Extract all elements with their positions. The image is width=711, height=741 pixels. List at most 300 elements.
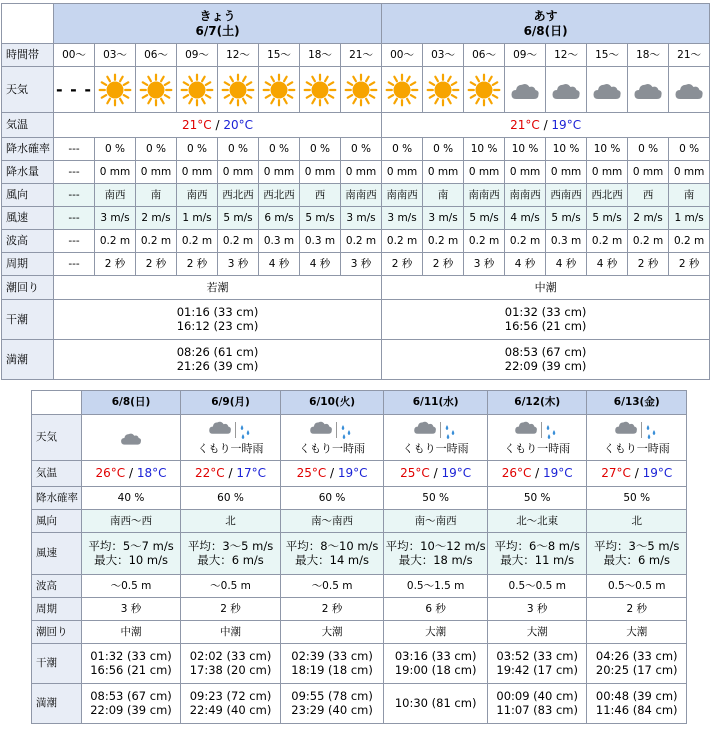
wind-max: 最大：18 m/s xyxy=(398,552,473,567)
weather-cell xyxy=(669,67,710,113)
week-weather-cell xyxy=(81,415,181,461)
temp-high: 21°C xyxy=(182,117,212,132)
tide-cell: 中潮 xyxy=(382,276,710,300)
low_tide-time-1: 01:32 (33 cm) xyxy=(504,304,587,319)
precip_prob-cell: 0 % xyxy=(218,138,259,161)
low_tide-time-2: 16:56 (21 cm) xyxy=(90,662,172,677)
weather-text: くもり一時雨 xyxy=(197,442,264,456)
wave-cell: 〜0.5 m xyxy=(280,575,384,598)
low_tide-cell xyxy=(280,644,384,684)
time-cell: 09〜 xyxy=(177,44,218,67)
high_tide-cell xyxy=(181,684,281,724)
period-cell: 4 秒 xyxy=(587,253,628,276)
time-cell: 15〜 xyxy=(587,44,628,67)
wind-max: 最大：10 m/s xyxy=(94,552,168,567)
period-cell: --- xyxy=(54,253,95,276)
row-label-period: 周期 xyxy=(2,253,54,276)
week-temp-cell xyxy=(280,461,384,487)
time-cell: 18〜 xyxy=(628,44,669,67)
wind_speed-cell: 5 m/s xyxy=(587,207,628,230)
wind_speed-cell: 5 m/s xyxy=(546,207,587,230)
week-temp-cell xyxy=(587,461,687,487)
low_tide-time-1: 03:16 (33 cm) xyxy=(394,648,477,663)
sun-icon xyxy=(344,73,378,107)
high_tide-time-1: 09:55 (78 cm) xyxy=(291,688,373,703)
precip_prob-cell: 10 % xyxy=(546,138,587,161)
wave-cell: 0.2 m xyxy=(136,230,177,253)
wind_speed-cell: --- xyxy=(54,207,95,230)
low_tide-time-1: 02:02 (33 cm) xyxy=(189,648,272,663)
wave-cell: 0.2 m xyxy=(177,230,218,253)
precip_amt-cell: 0 mm xyxy=(300,161,341,184)
weather-cell xyxy=(177,67,218,113)
week-day-header: 6/8(日) xyxy=(81,391,181,415)
precip_amt-cell: 0 mm xyxy=(259,161,300,184)
wind_speed-cell: 5 m/s xyxy=(218,207,259,230)
weekly-forecast-table xyxy=(31,390,687,724)
wind-speed-cell xyxy=(384,533,488,575)
wind_dir-cell: 南 xyxy=(423,184,464,207)
cloud-rain-icon xyxy=(411,419,461,441)
row-label-temp: 気温 xyxy=(2,113,54,138)
wind_dir-cell: 西 xyxy=(628,184,669,207)
high_tide-time-1: 00:48 (39 cm) xyxy=(595,688,678,703)
wind_dir-cell: 南西〜西 xyxy=(81,510,181,533)
period-cell: 4 秒 xyxy=(546,253,587,276)
row-label-weather: 天気 xyxy=(32,415,82,461)
precip_prob-cell: 0 % xyxy=(136,138,177,161)
temp-cell xyxy=(54,113,382,138)
precip_prob-cell: 0 % xyxy=(423,138,464,161)
wind-max: 最大：6 m/s xyxy=(197,552,264,567)
wind-speed-cell xyxy=(81,533,181,575)
wind_dir-cell: 北〜北東 xyxy=(487,510,587,533)
temp-low: 19°C xyxy=(642,466,673,481)
wind-max: 最大：11 m/s xyxy=(500,552,575,567)
week-temp-cell xyxy=(487,461,587,487)
wind_speed-cell: 3 m/s xyxy=(95,207,136,230)
low_tide-cell xyxy=(54,300,382,340)
wind_speed-cell: 3 m/s xyxy=(341,207,382,230)
row-label-wave: 波高 xyxy=(32,575,82,598)
high_tide-time-2: 11:46 (84 cm) xyxy=(595,702,678,717)
week-temp-cell xyxy=(181,461,281,487)
precip_amt-cell: 0 mm xyxy=(546,161,587,184)
period-cell: 2 秒 xyxy=(177,253,218,276)
precip_amt-cell: 0 mm xyxy=(218,161,259,184)
row-label-precip_prob: 降水確率 xyxy=(2,138,54,161)
low_tide-time-2: 18:19 (18 cm) xyxy=(291,662,373,677)
tide-cell: 中潮 xyxy=(81,621,181,644)
period-cell: 2 秒 xyxy=(669,253,710,276)
wind_speed-cell: 4 m/s xyxy=(505,207,546,230)
sun-icon xyxy=(221,73,255,107)
weather-cell xyxy=(54,67,95,113)
low_tide-time-2: 19:00 (18 cm) xyxy=(394,662,477,677)
precip_amt-cell: 0 mm xyxy=(95,161,136,184)
low_tide-time-1: 01:32 (33 cm) xyxy=(90,648,172,663)
week-day-header: 6/11(水) xyxy=(384,391,488,415)
time-cell: 09〜 xyxy=(505,44,546,67)
wind-avg: 平均：10〜12 m/s xyxy=(385,538,486,553)
low_tide-time-1: 04:26 (33 cm) xyxy=(595,648,678,663)
period-cell: 2 秒 xyxy=(628,253,669,276)
precip_amt-cell: 0 mm xyxy=(177,161,218,184)
low_tide-time-1: 01:16 (33 cm) xyxy=(176,304,259,319)
wind_speed-cell: 1 m/s xyxy=(669,207,710,230)
temp-sep: / xyxy=(531,466,544,481)
day-date: 6/8(日) xyxy=(523,23,568,38)
week-temp-cell xyxy=(384,461,488,487)
low_tide-time-1: 03:52 (33 cm) xyxy=(496,648,578,663)
low_tide-cell xyxy=(181,644,281,684)
precip_prob-cell: 60 % xyxy=(280,487,384,510)
wind_dir-cell: --- xyxy=(54,184,95,207)
temp-cell xyxy=(382,113,710,138)
tide-cell: 中潮 xyxy=(181,621,281,644)
wave-cell: 0.3 m xyxy=(259,230,300,253)
weather-cell xyxy=(505,67,546,113)
precip_prob-cell: 50 % xyxy=(487,487,587,510)
wind-max: 最大：14 m/s xyxy=(295,552,369,567)
row-label-high_tide: 満潮 xyxy=(2,340,54,380)
high_tide-time-2: 22:09 (39 cm) xyxy=(504,358,587,373)
precip_prob-cell: 0 % xyxy=(177,138,218,161)
row-label-period: 周期 xyxy=(32,598,82,621)
wind_speed-cell: 6 m/s xyxy=(259,207,300,230)
high_tide-time-2: 11:07 (83 cm) xyxy=(496,702,578,717)
row-label-weather: 天気 xyxy=(2,67,54,113)
row-label-low_tide: 干潮 xyxy=(2,300,54,340)
row-label-wind_dir: 風向 xyxy=(32,510,82,533)
low_tide-cell xyxy=(81,644,181,684)
tide-cell: 大潮 xyxy=(487,621,587,644)
weather-cell xyxy=(423,67,464,113)
high_tide-time-1: 09:23 (72 cm) xyxy=(189,688,272,703)
temp-high: 27°C xyxy=(601,466,631,481)
row-label-precip_amt: 降水量 xyxy=(2,161,54,184)
wind_dir-cell: 南南西 xyxy=(505,184,546,207)
tide-cell: 大潮 xyxy=(280,621,384,644)
tide-cell: 大潮 xyxy=(587,621,687,644)
weather-text: くもり一時雨 xyxy=(402,442,469,456)
temp-sep: / xyxy=(224,466,237,481)
wind-speed-cell xyxy=(181,533,281,575)
wind_dir-cell: 南南西 xyxy=(341,184,382,207)
temp-low: 19°C xyxy=(441,466,472,481)
period-cell: 6 秒 xyxy=(384,598,488,621)
low_tide-cell xyxy=(587,644,687,684)
cloud-icon xyxy=(592,75,622,105)
time-cell: 12〜 xyxy=(546,44,587,67)
wind_dir-cell: 南 xyxy=(136,184,177,207)
week-temp-cell xyxy=(81,461,181,487)
time-cell: 03〜 xyxy=(423,44,464,67)
wind_dir-cell: 南南西 xyxy=(382,184,423,207)
period-cell: 2 秒 xyxy=(95,253,136,276)
weather-cell xyxy=(382,67,423,113)
week-day-header: 6/10(火) xyxy=(280,391,384,415)
wave-cell: 0.3 m xyxy=(300,230,341,253)
day-header-0 xyxy=(54,4,382,44)
weather-cell xyxy=(95,67,136,113)
low_tide-cell xyxy=(384,644,488,684)
wave-cell: 0.5〜0.5 m xyxy=(487,575,587,598)
precip_prob-cell: 10 % xyxy=(587,138,628,161)
wave-cell: 〜0.5 m xyxy=(81,575,181,598)
period-cell: 2 秒 xyxy=(423,253,464,276)
precip_amt-cell: 0 mm xyxy=(628,161,669,184)
precip_prob-cell: 10 % xyxy=(464,138,505,161)
weather-cell xyxy=(300,67,341,113)
high_tide-time-2: 21:26 (39 cm) xyxy=(176,358,259,373)
time-cell: 21〜 xyxy=(669,44,710,67)
sun-icon xyxy=(262,73,296,107)
wind_dir-cell: 北 xyxy=(587,510,687,533)
cloud-icon xyxy=(633,75,663,105)
high_tide-cell xyxy=(54,340,382,380)
high_tide-cell xyxy=(382,340,710,380)
period-cell: 2 秒 xyxy=(382,253,423,276)
row-label-wind_dir: 風向 xyxy=(2,184,54,207)
wind-avg: 平均：3〜5 m/s xyxy=(594,538,680,553)
temp-low: 18°C xyxy=(136,466,167,481)
low_tide-time-2: 16:56 (21 cm) xyxy=(504,318,587,333)
time-cell: 12〜 xyxy=(218,44,259,67)
wind-max: 最大：6 m/s xyxy=(603,552,670,567)
weather-cell xyxy=(136,67,177,113)
wave-cell: 0.3 m xyxy=(546,230,587,253)
wave-cell: 0.2 m xyxy=(587,230,628,253)
week-weather-cell xyxy=(384,415,488,461)
wind-speed-cell xyxy=(280,533,384,575)
row-label-low_tide: 干潮 xyxy=(32,644,82,684)
precip_amt-cell: 0 mm xyxy=(464,161,505,184)
low_tide-time-1: 02:39 (33 cm) xyxy=(291,648,373,663)
period-cell: 2 秒 xyxy=(280,598,384,621)
period-cell: 4 秒 xyxy=(505,253,546,276)
weather-text: くもり一時雨 xyxy=(504,442,571,456)
precip_prob-cell: 50 % xyxy=(587,487,687,510)
high_tide-time-1: 08:53 (67 cm) xyxy=(90,688,172,703)
tide-cell: 若潮 xyxy=(54,276,382,300)
wind-avg: 平均：3〜5 m/s xyxy=(187,538,274,553)
cloud-rain-icon xyxy=(307,419,357,441)
weather-text: くもり一時雨 xyxy=(603,442,670,456)
temp-low: 17°C xyxy=(236,466,267,481)
precip_amt-cell: 0 mm xyxy=(382,161,423,184)
wave-cell: 0.2 m xyxy=(423,230,464,253)
temp-sep: / xyxy=(125,466,137,481)
wind_speed-cell: 5 m/s xyxy=(464,207,505,230)
temp-low: 19°C xyxy=(337,466,368,481)
wind-speed-cell xyxy=(487,533,587,575)
row-label-wind_speed: 風速 xyxy=(2,207,54,230)
low_tide-cell xyxy=(382,300,710,340)
wind_dir-cell: 西 xyxy=(300,184,341,207)
precip_amt-cell: 0 mm xyxy=(505,161,546,184)
period-cell: 3 秒 xyxy=(218,253,259,276)
wind_speed-cell: 3 m/s xyxy=(423,207,464,230)
wind-speed-cell xyxy=(587,533,687,575)
precip_prob-cell: --- xyxy=(54,138,95,161)
cloud-rain-icon xyxy=(612,419,662,441)
wind_dir-cell: 西南西 xyxy=(546,184,587,207)
cloud-rain-icon xyxy=(206,419,256,441)
wave-cell: 0.2 m xyxy=(505,230,546,253)
day-header-1 xyxy=(382,4,710,44)
wind_speed-cell: 1 m/s xyxy=(177,207,218,230)
temp-sep: / xyxy=(630,466,643,481)
weather-cell xyxy=(341,67,382,113)
sun-icon xyxy=(180,73,214,107)
row-label-temp: 気温 xyxy=(32,461,82,487)
wind_dir-cell: 南西 xyxy=(95,184,136,207)
week-day-header: 6/13(金) xyxy=(587,391,687,415)
time-cell: 18〜 xyxy=(300,44,341,67)
wind_dir-cell: 南〜南西 xyxy=(280,510,384,533)
cloud-rain-icon xyxy=(512,419,562,441)
wave-cell: 0.2 m xyxy=(464,230,505,253)
wind_speed-cell: 5 m/s xyxy=(300,207,341,230)
period-cell: 3 秒 xyxy=(464,253,505,276)
row-label-tide: 潮回り xyxy=(2,276,54,300)
row-label-wind_speed: 風速 xyxy=(32,533,82,575)
weather-cell xyxy=(218,67,259,113)
sun-icon xyxy=(98,73,132,107)
precip_prob-cell: 0 % xyxy=(300,138,341,161)
precip_prob-cell: 10 % xyxy=(505,138,546,161)
wind_dir-cell: 西北西 xyxy=(218,184,259,207)
precip_prob-cell: 0 % xyxy=(95,138,136,161)
period-cell: 2 秒 xyxy=(587,598,687,621)
high_tide-cell xyxy=(280,684,384,724)
wind_speed-cell: 2 m/s xyxy=(628,207,669,230)
precip_prob-cell: 0 % xyxy=(341,138,382,161)
wind-avg: 平均：5〜7 m/s xyxy=(88,538,174,553)
wind_speed-cell: 2 m/s xyxy=(136,207,177,230)
row-label-time: 時間帯 xyxy=(2,44,54,67)
wave-cell: 0.2 m xyxy=(95,230,136,253)
precip_prob-cell: 50 % xyxy=(384,487,488,510)
temp-high: 25°C xyxy=(400,466,430,481)
high_tide-time-1: 00:09 (40 cm) xyxy=(496,688,578,703)
precip_prob-cell: 60 % xyxy=(181,487,281,510)
row-label-high_tide: 満潮 xyxy=(32,684,82,724)
period-cell: 2 秒 xyxy=(181,598,281,621)
week-day-header: 6/12(木) xyxy=(487,391,587,415)
wind-avg: 平均：6〜8 m/s xyxy=(494,538,580,553)
time-cell: 06〜 xyxy=(464,44,505,67)
wave-cell: 0.2 m xyxy=(382,230,423,253)
wave-cell: 0.2 m xyxy=(669,230,710,253)
period-cell: 4 秒 xyxy=(300,253,341,276)
high_tide-cell xyxy=(81,684,181,724)
cloud-icon xyxy=(510,75,540,105)
temp-sep: / xyxy=(211,117,224,132)
precip_amt-cell: --- xyxy=(54,161,95,184)
day-date: 6/7(土) xyxy=(195,23,240,38)
temp-low: 20°C xyxy=(223,117,254,132)
time-cell: 06〜 xyxy=(136,44,177,67)
temp-sep: / xyxy=(539,117,552,132)
precip_prob-cell: 40 % xyxy=(81,487,181,510)
row-label-precip_prob: 降水確率 xyxy=(32,487,82,510)
wind_dir-cell: 南西 xyxy=(177,184,218,207)
cloud-icon xyxy=(674,75,704,105)
wind_dir-cell: 南〜南西 xyxy=(384,510,488,533)
week-weather-cell xyxy=(587,415,687,461)
precip_amt-cell: 0 mm xyxy=(587,161,628,184)
week-day-header: 6/9(月) xyxy=(181,391,281,415)
temp-high: 26°C xyxy=(95,466,126,481)
period-cell: 3 秒 xyxy=(81,598,181,621)
precip_amt-cell: 0 mm xyxy=(341,161,382,184)
wind_dir-cell: 西北西 xyxy=(587,184,628,207)
weather-cell xyxy=(546,67,587,113)
temp-sep: / xyxy=(429,466,442,481)
tide-cell: 大潮 xyxy=(384,621,488,644)
cloud-icon xyxy=(551,75,581,105)
sun-icon xyxy=(385,73,419,107)
temp-high: 22°C xyxy=(195,466,225,481)
time-cell: 21〜 xyxy=(341,44,382,67)
period-cell: 3 秒 xyxy=(341,253,382,276)
period-cell: 3 秒 xyxy=(487,598,587,621)
weather-cell xyxy=(587,67,628,113)
temp-high: 21°C xyxy=(510,117,540,132)
high_tide-time-1: 08:26 (61 cm) xyxy=(176,344,259,359)
precip_prob-cell: 0 % xyxy=(669,138,710,161)
low_tide-time-2: 19:42 (17 cm) xyxy=(496,662,578,677)
precip_amt-cell: 0 mm xyxy=(423,161,464,184)
sun-icon xyxy=(426,73,460,107)
period-cell: 2 秒 xyxy=(136,253,177,276)
time-cell: 00〜 xyxy=(54,44,95,67)
temp-low: 19°C xyxy=(543,466,573,481)
temp-high: 25°C xyxy=(296,466,327,481)
wind_dir-cell: 南 xyxy=(669,184,710,207)
day-label: あす xyxy=(533,9,558,24)
wind_dir-cell: 南南西 xyxy=(464,184,505,207)
temp-low: 19°C xyxy=(551,117,582,132)
time-cell: 03〜 xyxy=(95,44,136,67)
wave-cell: 0.2 m xyxy=(628,230,669,253)
row-label-wave: 波高 xyxy=(2,230,54,253)
precip_prob-cell: 0 % xyxy=(382,138,423,161)
low_tide-time-2: 16:12 (23 cm) xyxy=(176,318,259,333)
precip_amt-cell: 0 mm xyxy=(136,161,177,184)
precip_amt-cell: 0 mm xyxy=(669,161,710,184)
precip_prob-cell: 0 % xyxy=(259,138,300,161)
low_tide-time-2: 17:38 (20 cm) xyxy=(189,662,272,677)
wave-cell: --- xyxy=(54,230,95,253)
week-weather-cell xyxy=(487,415,587,461)
sun-icon xyxy=(139,73,173,107)
corner-cell xyxy=(2,4,54,44)
sun-icon xyxy=(467,73,501,107)
temp-sep: / xyxy=(326,466,338,481)
weather-cell xyxy=(259,67,300,113)
hourly-forecast-table xyxy=(1,3,710,380)
day-label: きょう xyxy=(199,9,236,24)
row-label-tide: 潮回り xyxy=(32,621,82,644)
wind_dir-cell: 西北西 xyxy=(259,184,300,207)
high_tide-time-2: 22:49 (40 cm) xyxy=(189,702,272,717)
high_tide-time-2: 23:29 (40 cm) xyxy=(291,702,373,717)
wave-cell: 0.5〜1.5 m xyxy=(384,575,488,598)
week-weather-cell xyxy=(181,415,281,461)
